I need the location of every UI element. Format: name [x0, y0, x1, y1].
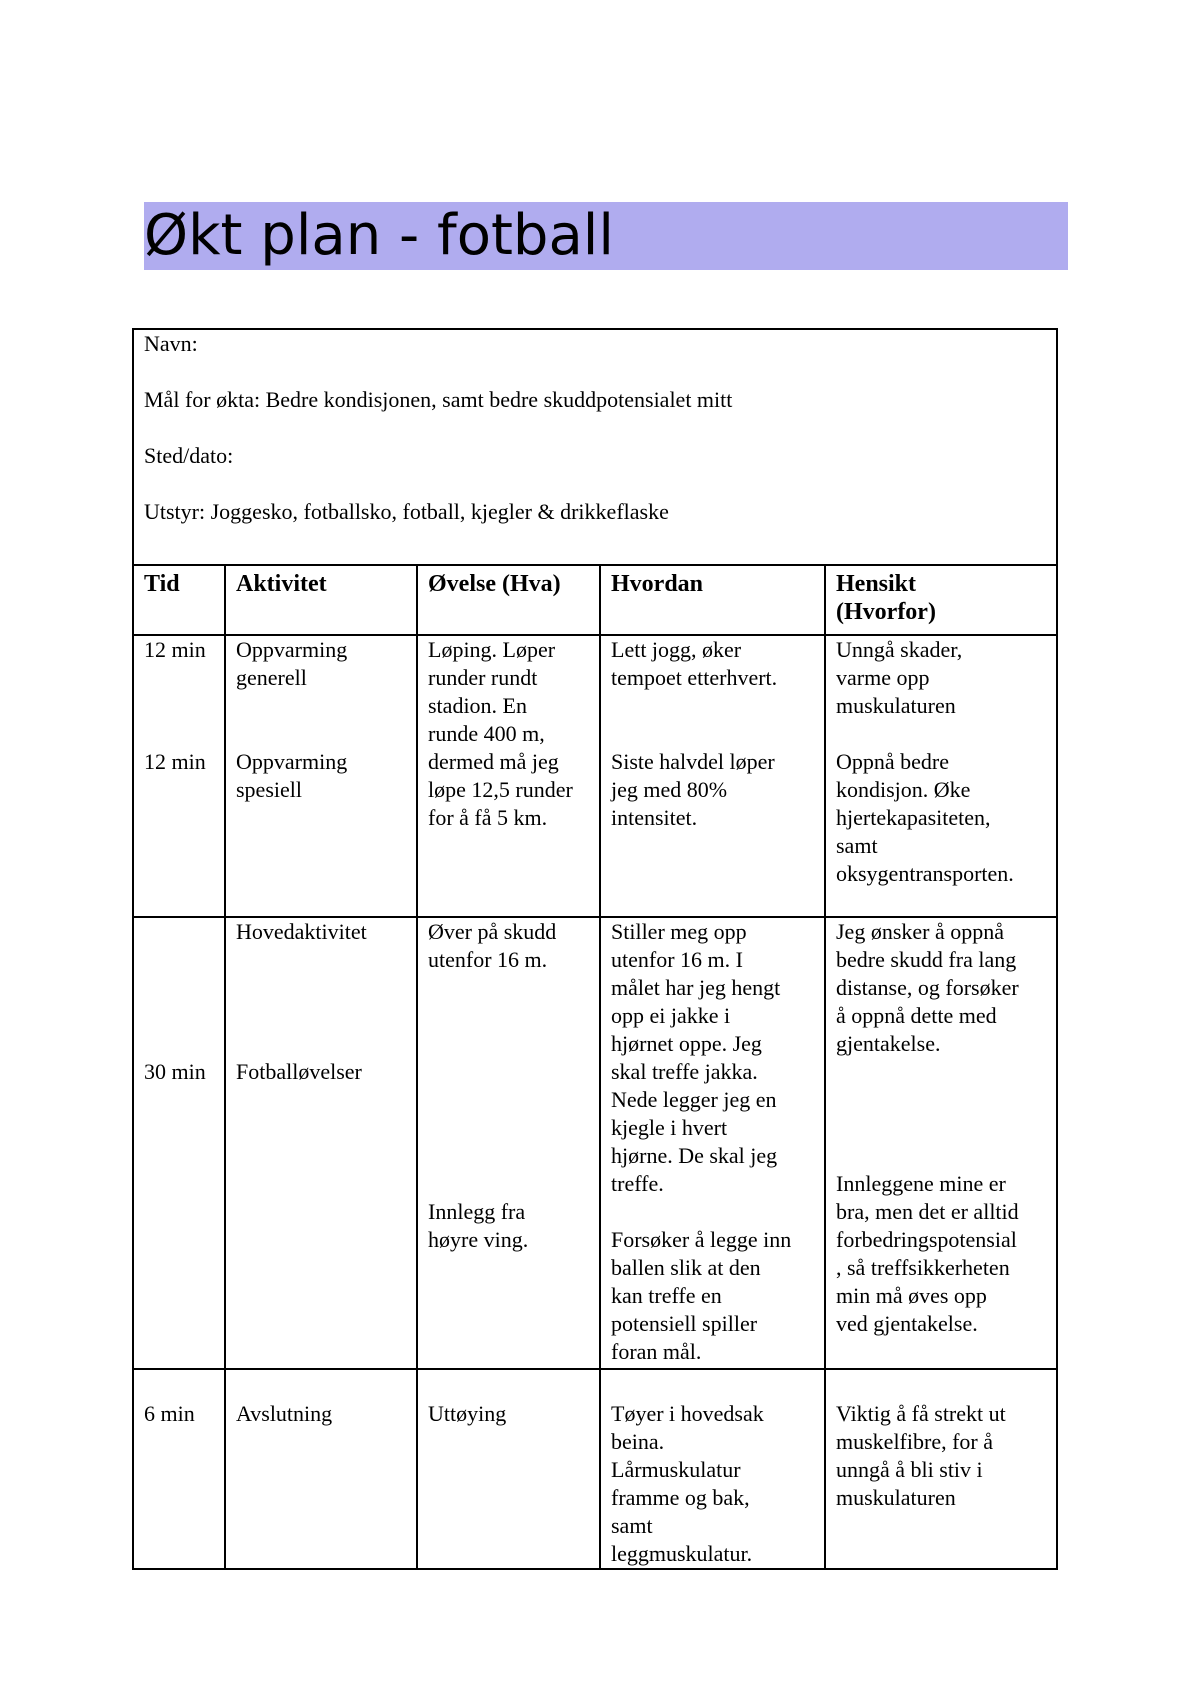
info-row — [133, 329, 1057, 565]
cell-ovelse: Øver på skudd utenfor 16 m. Innlegg fra høyre ving. — [417, 917, 600, 1369]
cell-ovelse: Løping. Løper runder rundt stadion. En runde 400 m, dermed må jeg løpe 12,5 runder for å få 5 km. — [417, 635, 600, 917]
cell-tid: 6 min — [133, 1369, 225, 1569]
cell-hensikt: Unngå skader, varme opp muskulaturen Oppnå bedre kondisjon. Øke hjertekapasiteten, samt oksygentransporten. — [825, 635, 1057, 917]
cell-aktivitet: Oppvarming generell Oppvarming spesiell — [225, 635, 417, 917]
equipment-field: Utstyr: Joggesko, fotballsko, fotball, kjegler & drikkeflaske — [144, 499, 669, 524]
info-cell — [133, 329, 1057, 565]
cell-hvordan: Stiller meg opp utenfor 16 m. I målet har jeg hengt opp ei jakke i hjørnet oppe. Jeg skal treffe jakka. Nede legger jeg en kjegle i hvert hjørne. De skal jeg treffe. Forsøker å legge inn ballen slik at den kan treffe en potensiell spiller foran mål. — [600, 917, 825, 1369]
session-plan-table — [132, 328, 1058, 1570]
cell-hvordan: Lett jogg, øker tempoet etterhvert. Siste halvdel løper jeg med 80% intensitet. — [600, 635, 825, 917]
header-tid: Tid — [133, 565, 225, 635]
table-row — [133, 1369, 1057, 1569]
header-hvordan: Hvordan — [600, 565, 825, 635]
cell-hensikt: Jeg ønsker å oppnå bedre skudd fra lang distanse, og forsøker å oppnå dette med gjentakelse. Innleggene mine er bra, men det er alltid forbedringspotensial , så treffsikkerheten min må øves opp ved gjentakelse. — [825, 917, 1057, 1369]
header-aktivitet: Aktivitet — [225, 565, 417, 635]
cell-hensikt: Viktig å få strekt ut muskelfibre, for å unngå å bli stiv i muskulaturen — [825, 1369, 1057, 1569]
table-row — [133, 917, 1057, 1369]
header-row — [133, 565, 1057, 635]
place-date-field: Sted/dato: — [144, 443, 234, 468]
header-hensikt-line1: Hensikt — [836, 571, 917, 597]
cell-tid: 30 min — [133, 917, 225, 1369]
cell-tid: 12 min 12 min — [133, 635, 225, 917]
cell-ovelse: Uttøying — [417, 1369, 600, 1569]
page-title: Økt plan - fotball — [144, 203, 614, 268]
header-hensikt-line2: (Hvorfor) — [836, 599, 936, 625]
cell-aktivitet: Avslutning — [225, 1369, 417, 1569]
cell-hvordan: Tøyer i hovedsak beina. Lårmuskulatur framme og bak, samt leggmuskulatur. — [600, 1369, 825, 1569]
header-hensikt — [825, 565, 1057, 635]
goal-field: Mål for økta: Bedre kondisjonen, samt bedre skuddpotensialet mitt — [144, 387, 733, 412]
name-field: Navn: — [144, 331, 198, 356]
header-ovelse: Øvelse (Hva) — [417, 565, 600, 635]
cell-aktivitet: Hovedaktivitet Fotballøvelser — [225, 917, 417, 1369]
table-row — [133, 635, 1057, 917]
